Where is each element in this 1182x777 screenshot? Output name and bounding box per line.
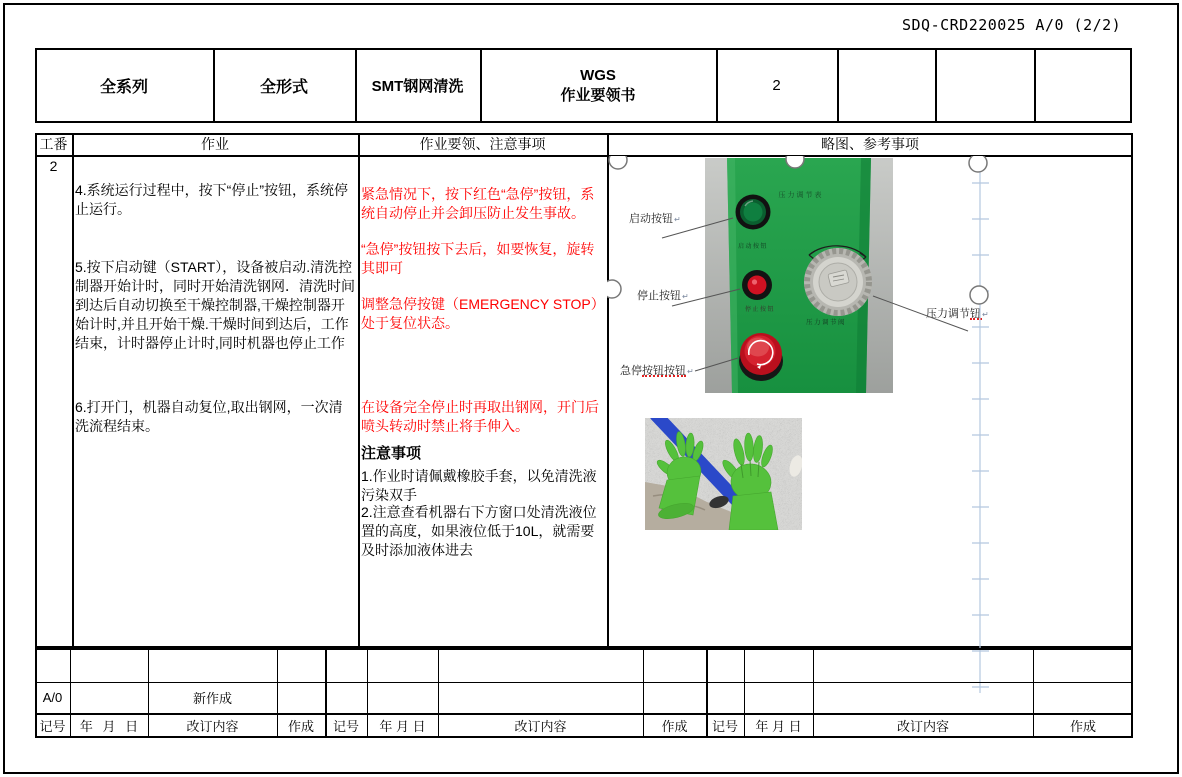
leader-lines	[662, 218, 968, 371]
panel-gauge-label: 压力调节表	[778, 192, 824, 199]
empty-cell	[935, 48, 1034, 123]
empty-cell	[1034, 48, 1132, 123]
warning-item: 在设备完全停止时再取出钢网，开门后喷头转动时禁止将手伸入。	[361, 399, 599, 434]
paragraph-mark-icon: ↵	[982, 310, 989, 319]
label-author: 作成	[287, 719, 314, 734]
operation-item: 4.系统运行过程中，按下“停止”按钮，系统停止运行。	[75, 182, 348, 217]
doc-type-line1: WGS	[580, 66, 616, 84]
selection-handle[interactable]	[969, 156, 987, 172]
col-header-operation: 作业	[201, 136, 229, 152]
panel-stop-label: 停止按钮	[744, 307, 776, 313]
step-number: 2	[49, 158, 58, 174]
label-mark: 记号	[39, 719, 66, 734]
revision-mark-cell: A/0	[42, 690, 63, 705]
panel-valve-label: 压力调节阀	[806, 319, 846, 326]
series-cell: 全系列	[99, 79, 148, 96]
label-content: 改订内容	[896, 719, 949, 734]
paragraph-mark-icon: ↵	[674, 215, 681, 224]
callout-estop-text: 急停按钮按钮	[620, 365, 686, 377]
selection-handle[interactable]	[970, 286, 988, 304]
selection-handle[interactable]	[786, 156, 804, 168]
warning-item: 调整急停按键（EMERGENCY STOP）处于复位状态。	[361, 296, 598, 331]
paragraph-mark-icon: ↵	[682, 292, 689, 301]
label-date: 年 月 日	[755, 719, 802, 734]
grid-line	[358, 133, 360, 648]
operation-item: 5.按下启动键（START），设备被启动.清洗控制器开始计时，同时开始清洗钢网．清洗时间到达后自动切换至干燥控制器,干燥控制器开始计时,并且开始干燥.干燥时间到达后，工作结束，计时器停止计时,同时机器也停止工作	[75, 259, 355, 351]
warning-item: “急停”按钮按下去后，如要恢复，旋转其即可	[361, 241, 595, 276]
callout-pressure-text: 压力调节钮	[926, 308, 981, 320]
notes-title: 注意事项	[361, 445, 422, 462]
selection-handle[interactable]	[607, 280, 621, 298]
label-mark: 记号	[711, 719, 738, 734]
callout-start-text: 启动按钮	[629, 213, 673, 225]
figure-annotation-overlay	[607, 156, 1007, 700]
doc-code: SDQ-CRD220025 A/0 (2/2)	[902, 16, 1122, 34]
col-header-points: 作业要领、注意事项	[419, 136, 546, 152]
grid-line	[72, 133, 74, 648]
revision-content-cell: 新作成	[192, 691, 232, 706]
process-cell: SMT钢网清洗	[371, 78, 464, 95]
label-author: 作成	[661, 719, 688, 734]
spreadsheet-gridlines	[972, 165, 989, 693]
callout-stop-text: 停止按钮	[637, 290, 681, 302]
operation-item: 6.打开门，机器自动复位,取出钢网，一次清洗流程结束。	[75, 399, 343, 434]
note-item: 2.注意查看机器右下方窗口处清洗液位置的高度，如果液位低于10L，就需要及时添加液体进去	[361, 504, 597, 558]
label-content: 改订内容	[186, 719, 239, 734]
selection-handle[interactable]	[609, 156, 627, 169]
doc-type-cell	[480, 48, 716, 123]
label-date: 年 月 日	[79, 719, 139, 734]
warning-item: 紧急情况下，按下红色“急停”按钮，系统自动停止并会卸压防止发生事故。	[361, 186, 595, 221]
panel-start-label: 启动按钮	[737, 244, 769, 250]
doc-type-line2: 作业要领书	[560, 86, 636, 104]
paragraph-mark-icon: ↵	[687, 367, 694, 376]
col-header-sketch: 略图、参考事项	[821, 136, 919, 152]
label-content: 改订内容	[514, 719, 567, 734]
empty-cell	[837, 48, 935, 123]
label-author: 作成	[1069, 719, 1096, 734]
label-mark: 记号	[332, 719, 359, 734]
format-cell: 全形式	[259, 79, 308, 96]
sheet-no-cell: 2	[772, 77, 781, 94]
label-date: 年 月 日	[379, 719, 426, 734]
note-item: 1.作业时请佩戴橡胶手套，以免清洗液污染双手	[361, 468, 597, 503]
col-header-step: 工番	[39, 136, 68, 152]
